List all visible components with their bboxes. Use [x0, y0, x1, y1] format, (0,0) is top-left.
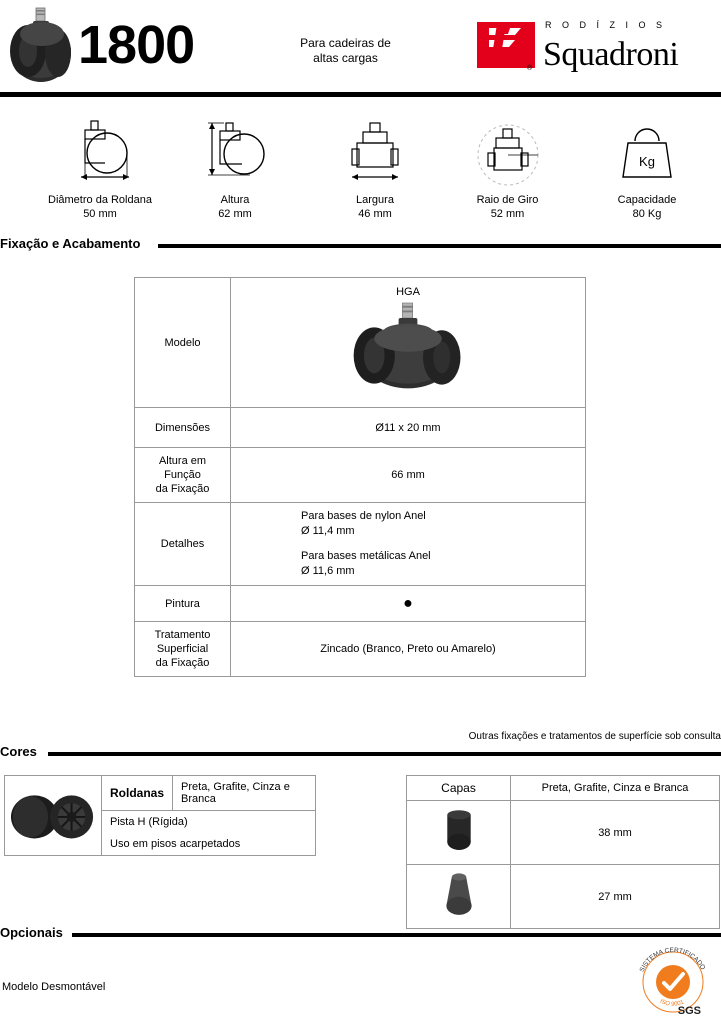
row-label-line: Altura em	[158, 455, 207, 467]
detail-line: Para bases de nylon Anel	[301, 510, 426, 522]
detail-line: Ø 11,6 mm	[301, 565, 355, 577]
row-label	[135, 448, 231, 503]
row-label	[135, 622, 231, 677]
section-title: Fixação e Acabamento	[0, 236, 141, 251]
spec-value: 62 mm	[218, 208, 252, 220]
roldanas-colors: Preta, Grafite, Cinza e Branca	[173, 776, 316, 811]
page-header	[0, 0, 721, 92]
section-cores	[0, 744, 721, 766]
row-label-line: Superficial	[156, 643, 209, 655]
row-value: 66 mm	[231, 448, 586, 503]
caster-width-icon	[325, 119, 425, 191]
table-row	[135, 448, 586, 503]
row-label-line: Tratamento	[154, 629, 211, 641]
row-label: Detalhes	[135, 503, 231, 586]
row-value: ●	[231, 586, 586, 622]
weight-capacity-icon	[592, 119, 702, 191]
capa-size: 38 mm	[511, 801, 720, 865]
row-label-line: Função	[164, 469, 201, 481]
section-title: Cores	[0, 744, 37, 759]
row-label: Dimensões	[135, 408, 231, 448]
svg-text:SISTEMA CERTIFICADO: SISTEMA CERTIFICADO	[638, 946, 707, 974]
capas-colors: Preta, Grafite, Cinza e Branca	[511, 776, 720, 801]
capas-header: Capas	[407, 776, 511, 801]
section-opcionais	[0, 925, 721, 947]
caster-diameter-icon	[30, 119, 170, 191]
spec-label: Altura	[220, 194, 250, 206]
spec-label: Diâmetro da Roldana	[48, 194, 152, 206]
header-subtitle-line1: Para cadeiras de	[300, 36, 391, 50]
spec-label: Largura	[356, 194, 394, 206]
brand-tagline: R O D Í Z I O S	[545, 20, 667, 30]
spec-value: 50 mm	[83, 208, 117, 220]
table-row	[135, 586, 586, 622]
roldanas-line1: Pista H (Rígida)	[102, 811, 316, 834]
spec-value: 52 mm	[490, 208, 525, 220]
svg-text:Kg: Kg	[639, 154, 655, 169]
roldanas-table	[4, 775, 316, 856]
table-row	[135, 503, 586, 586]
table-row	[135, 408, 586, 448]
certification-seal	[631, 938, 715, 1018]
svg-text:SGS: SGS	[677, 1005, 701, 1017]
section-title: Opcionais	[0, 925, 63, 940]
row-value: Zincado (Branco, Preto ou Amarelo)	[231, 622, 586, 677]
brand-logo	[475, 18, 715, 76]
spec-value: 46 mm	[358, 208, 392, 220]
detail-line: Ø 11,4 mm	[301, 525, 355, 537]
row-value: Ø11 x 20 mm	[231, 408, 586, 448]
spec-label: Capacidade	[617, 194, 677, 206]
spec-capacity	[592, 119, 702, 221]
row-label: Pintura	[135, 586, 231, 622]
spec-diameter	[30, 119, 170, 221]
roldana-wheels-icon	[9, 787, 97, 841]
detail-line: Para bases metálicas Anel	[301, 550, 431, 562]
registered-mark: ®	[527, 65, 533, 72]
iso-certification-icon	[631, 938, 715, 1018]
product-code: 1800	[78, 15, 195, 75]
row-label: Modelo	[135, 278, 231, 408]
roldanas-header: Roldanas	[102, 776, 173, 811]
section-rule	[158, 244, 721, 248]
roldanas-line2: Uso em pisos acarpetados	[102, 833, 316, 856]
fixacao-table	[134, 277, 586, 677]
brand-name: Squadroni	[543, 36, 679, 73]
svg-text:ISO 9001: ISO 9001	[658, 998, 685, 1008]
row-label-line: da Fixação	[155, 657, 210, 669]
capa-size: 27 mm	[511, 865, 720, 929]
spec-strip	[0, 97, 721, 225]
capas-table	[406, 775, 720, 929]
table-row	[5, 776, 316, 811]
spec-width	[325, 119, 425, 221]
row-detail-value	[231, 503, 586, 586]
section-rule	[72, 933, 721, 937]
roldana-photo-cell	[5, 776, 102, 856]
table-row	[407, 801, 720, 865]
header-subtitle-line2: altas cargas	[313, 51, 378, 65]
capa-27mm-icon	[432, 870, 486, 920]
spec-height	[185, 119, 285, 221]
table-row	[135, 278, 586, 408]
table-row	[407, 776, 720, 801]
capa-photo-cell	[407, 865, 511, 929]
section-fixacao	[0, 236, 721, 258]
capa-photo-cell	[407, 801, 511, 865]
caster-photo-icon	[8, 6, 74, 86]
section-rule	[48, 752, 721, 756]
caster-height-icon	[185, 119, 285, 191]
spec-value: 80 Kg	[632, 208, 662, 220]
hga-caster-photo-icon	[333, 300, 483, 396]
model-cell	[231, 278, 586, 408]
header-subtitle	[278, 36, 413, 66]
capa-38mm-icon	[432, 806, 486, 856]
swivel-radius-icon	[455, 119, 560, 191]
row-label-line: da Fixação	[155, 483, 210, 495]
hga-title: HGA	[396, 286, 420, 298]
spec-swivel-radius	[455, 119, 560, 221]
opcionais-text: Modelo Desmontável	[2, 981, 106, 993]
table-footnote: Outras fixações e tratamentos de superfície sob consulta	[468, 731, 721, 742]
table-row	[135, 622, 586, 677]
table-row	[407, 865, 720, 929]
spec-label: Raio de Giro	[476, 194, 539, 206]
